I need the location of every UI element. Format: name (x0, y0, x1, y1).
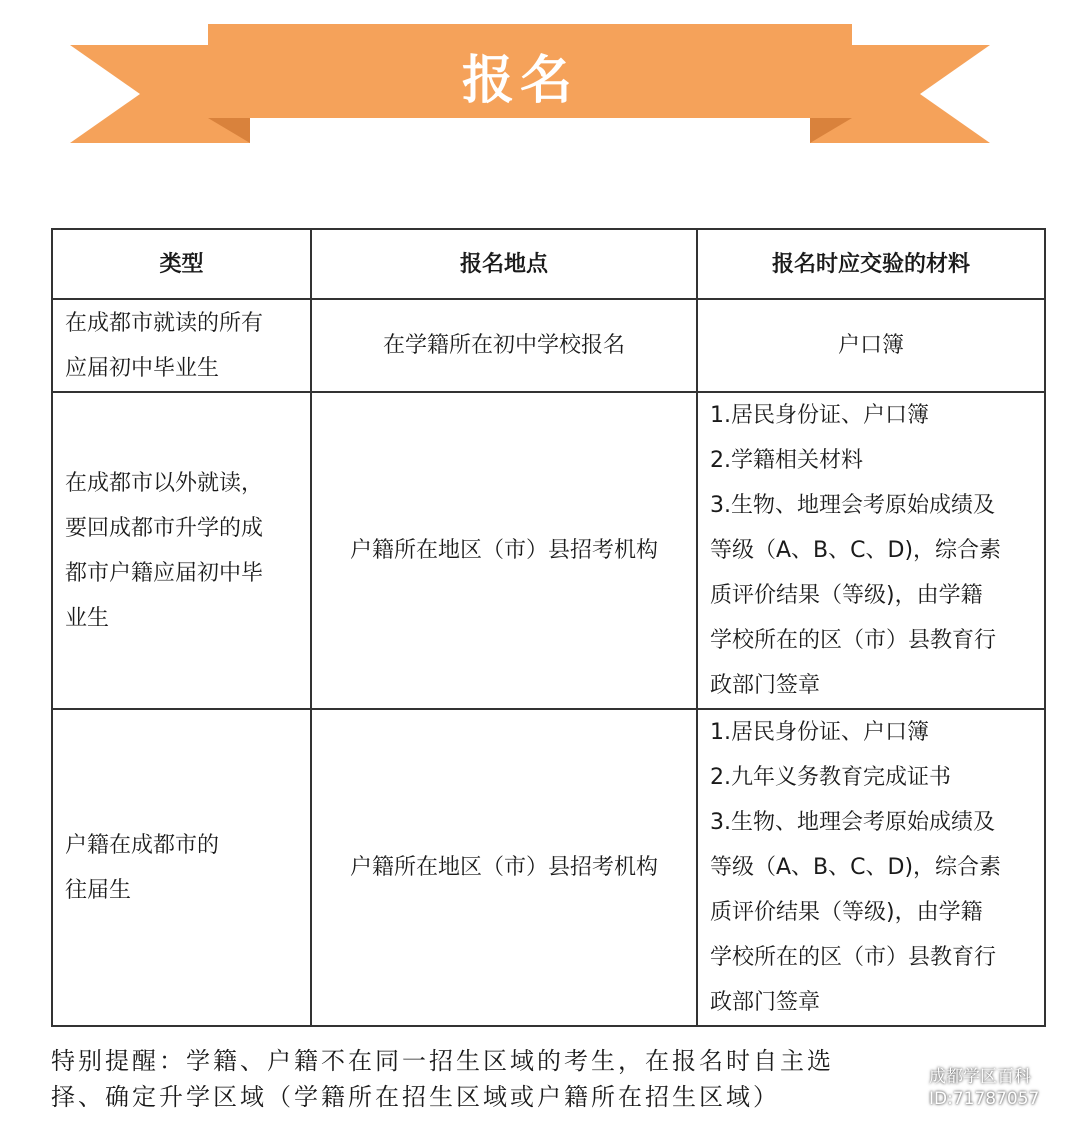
table-row (52, 299, 1045, 392)
material-line: 3.生物、地理会考原始成绩及 (710, 810, 995, 835)
material-line: 学校所在的区（市）县教育行 (710, 945, 997, 970)
cell-type (52, 299, 311, 392)
cell-materials (697, 709, 1045, 1026)
cell-location: 户籍所在地区（市）县招考机构 (311, 709, 697, 1026)
type-line: 应届初中毕业生 (65, 355, 220, 381)
material-line: 质评价结果（等级)，由学籍 (710, 900, 983, 925)
watermark-name: 成都学区百科 (929, 1067, 1031, 1087)
header-type: 类型 (52, 229, 311, 299)
material-line: 3.生物、地理会考原始成绩及 (710, 493, 995, 518)
material-line: 户口簿 (837, 333, 904, 358)
brand-logo-icon (883, 1070, 923, 1110)
material-line: 质评价结果（等级)，由学籍 (710, 583, 983, 608)
material-line: 等级（A、B、C、D)，综合素 (710, 855, 1002, 880)
cell-type (52, 392, 311, 709)
banner-title: 报名 (461, 51, 578, 111)
material-line: 等级（A、B、C、D)，综合素 (710, 538, 1002, 563)
type-line: 在成都市就读的所有 (65, 310, 264, 336)
watermark (883, 1060, 1068, 1120)
note-line: 特别提醒：学籍、户籍不在同一招生区域的考生，在报名时自主选 (51, 1047, 834, 1075)
type-line: 要回成都市升学的成 (65, 515, 264, 541)
cell-location: 户籍所在地区（市）县招考机构 (311, 392, 697, 709)
watermark-text (929, 1066, 1039, 1110)
material-line: 1.居民身份证、户口簿 (710, 720, 929, 745)
cell-materials (697, 299, 1045, 392)
table-row (52, 392, 1045, 709)
material-line: 2.九年义务教育完成证书 (710, 765, 951, 790)
material-line: 政部门签章 (710, 673, 821, 698)
header-location: 报名地点 (311, 229, 697, 299)
registration-table (51, 228, 1046, 1027)
cell-materials (697, 392, 1045, 709)
material-line: 2.学籍相关材料 (710, 448, 863, 473)
cell-location: 在学籍所在初中学校报名 (311, 299, 697, 392)
header-materials: 报名时应交验的材料 (697, 229, 1045, 299)
note-line: 择、确定升学区域（学籍所在招生区域或户籍所在招生区域） (51, 1083, 780, 1111)
cell-type (52, 709, 311, 1026)
type-line: 都市户籍应届初中毕 (65, 560, 264, 586)
table-row (52, 709, 1045, 1026)
material-line: 1.居民身份证、户口簿 (710, 403, 929, 428)
type-line: 户籍在成都市的 (65, 832, 220, 858)
material-line: 学校所在的区（市）县教育行 (710, 628, 997, 653)
type-line: 往届生 (65, 877, 132, 903)
table-header-row (52, 229, 1045, 299)
type-line: 业生 (65, 605, 110, 631)
material-line: 政部门签章 (710, 990, 821, 1015)
type-line: 在成都市以外就读， (65, 470, 264, 496)
watermark-id: ID:71787057 (929, 1089, 1040, 1109)
